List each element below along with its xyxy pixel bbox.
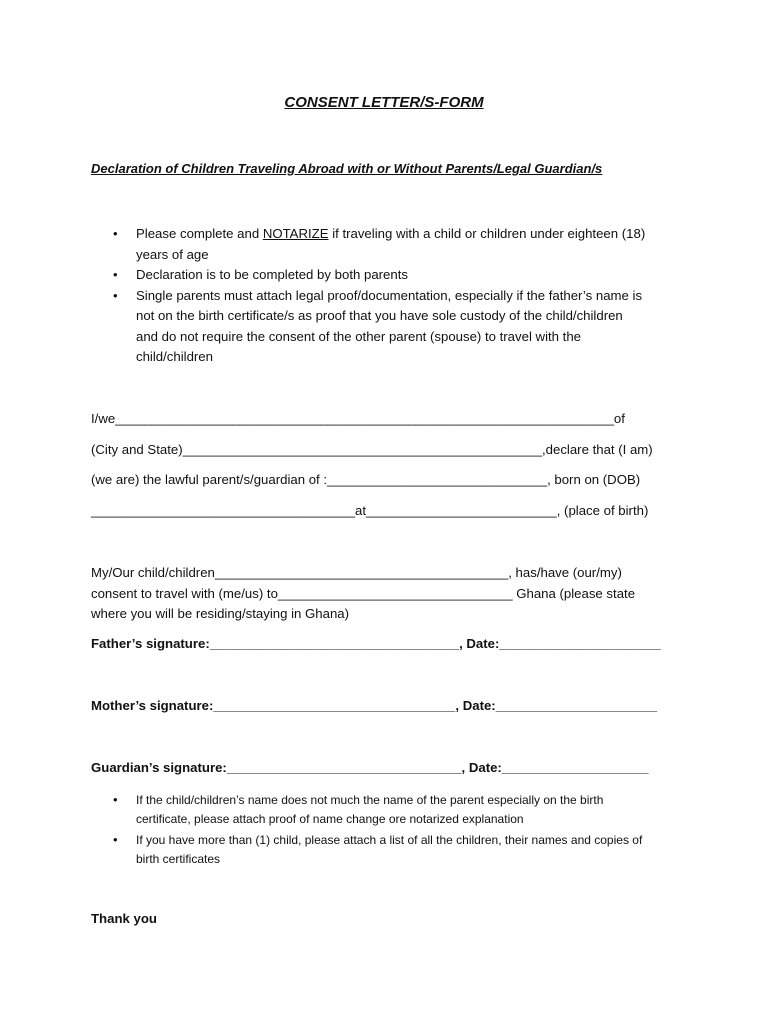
- form-subtitle: Declaration of Children Traveling Abroad with or Without Parents/Legal Guardian/s: [91, 161, 603, 176]
- notes-list: [91, 791, 691, 871]
- closing-text: Thank you: [91, 911, 157, 926]
- mother-signature-line[interactable]: Mother’s signature:_________________________________, Date:______________________: [91, 698, 658, 713]
- declaration-city-line[interactable]: (City and State)_________________________________________________,declare that (I am): [91, 442, 653, 457]
- bullet-icon: •: [113, 267, 118, 282]
- list-item: • Single parents must attach legal proof/documentation, especially if the father’s name is not on the birth certificate/s as proof that you have sole custody of the child/children and do not require the consent of the other parent (spouse) to travel with the child/children: [113, 287, 643, 364]
- consent-residence-line: where you will be residing/staying in Ghana): [91, 606, 350, 621]
- bullet-icon: •: [113, 287, 118, 303]
- bullet-icon: •: [113, 792, 118, 807]
- declaration-name-line[interactable]: I/we____________________________________________________________________of: [91, 411, 625, 426]
- declaration-birth-line[interactable]: ____________________________________at__________________________, (place of birth): [91, 503, 649, 518]
- notarize-emphasis: NOTARIZE: [262, 226, 329, 241]
- declaration-child-line[interactable]: (we are) the lawful parent/s/guardian of :______________________________, born on (DOB): [91, 472, 641, 487]
- bullet-icon: •: [113, 832, 118, 847]
- consent-destination-line[interactable]: consent to travel with (me/us) to________________________________ Ghana (please state: [91, 585, 636, 601]
- consent-child-line[interactable]: My/Our child/children________________________________________, has/have (our/my): [91, 565, 622, 580]
- list-item: • Please complete and NOTARIZE if traveling with a child or children under eighteen (18) years of age: [113, 226, 646, 262]
- list-item: • If you have more than (1) child, please attach a list of all the children, their names and copies of birth certificates: [113, 832, 643, 866]
- list-item: • If the child/children’s name does not much the name of the parent especially on the birth certificate, please attach proof of name change ore notarized explanation: [113, 792, 604, 826]
- consent-paragraph: [91, 563, 691, 625]
- instructions-list: [91, 224, 691, 368]
- bullet-icon: •: [113, 226, 118, 241]
- father-signature-line[interactable]: Father’s signature:__________________________________, Date:______________________: [91, 636, 661, 651]
- guardian-signature-line[interactable]: Guardian’s signature:________________________________, Date:____________________: [91, 760, 649, 775]
- list-item: • Declaration is to be completed by both parents: [91, 265, 691, 286]
- page-title: CONSENT LETTER/S-FORM: [284, 94, 484, 111]
